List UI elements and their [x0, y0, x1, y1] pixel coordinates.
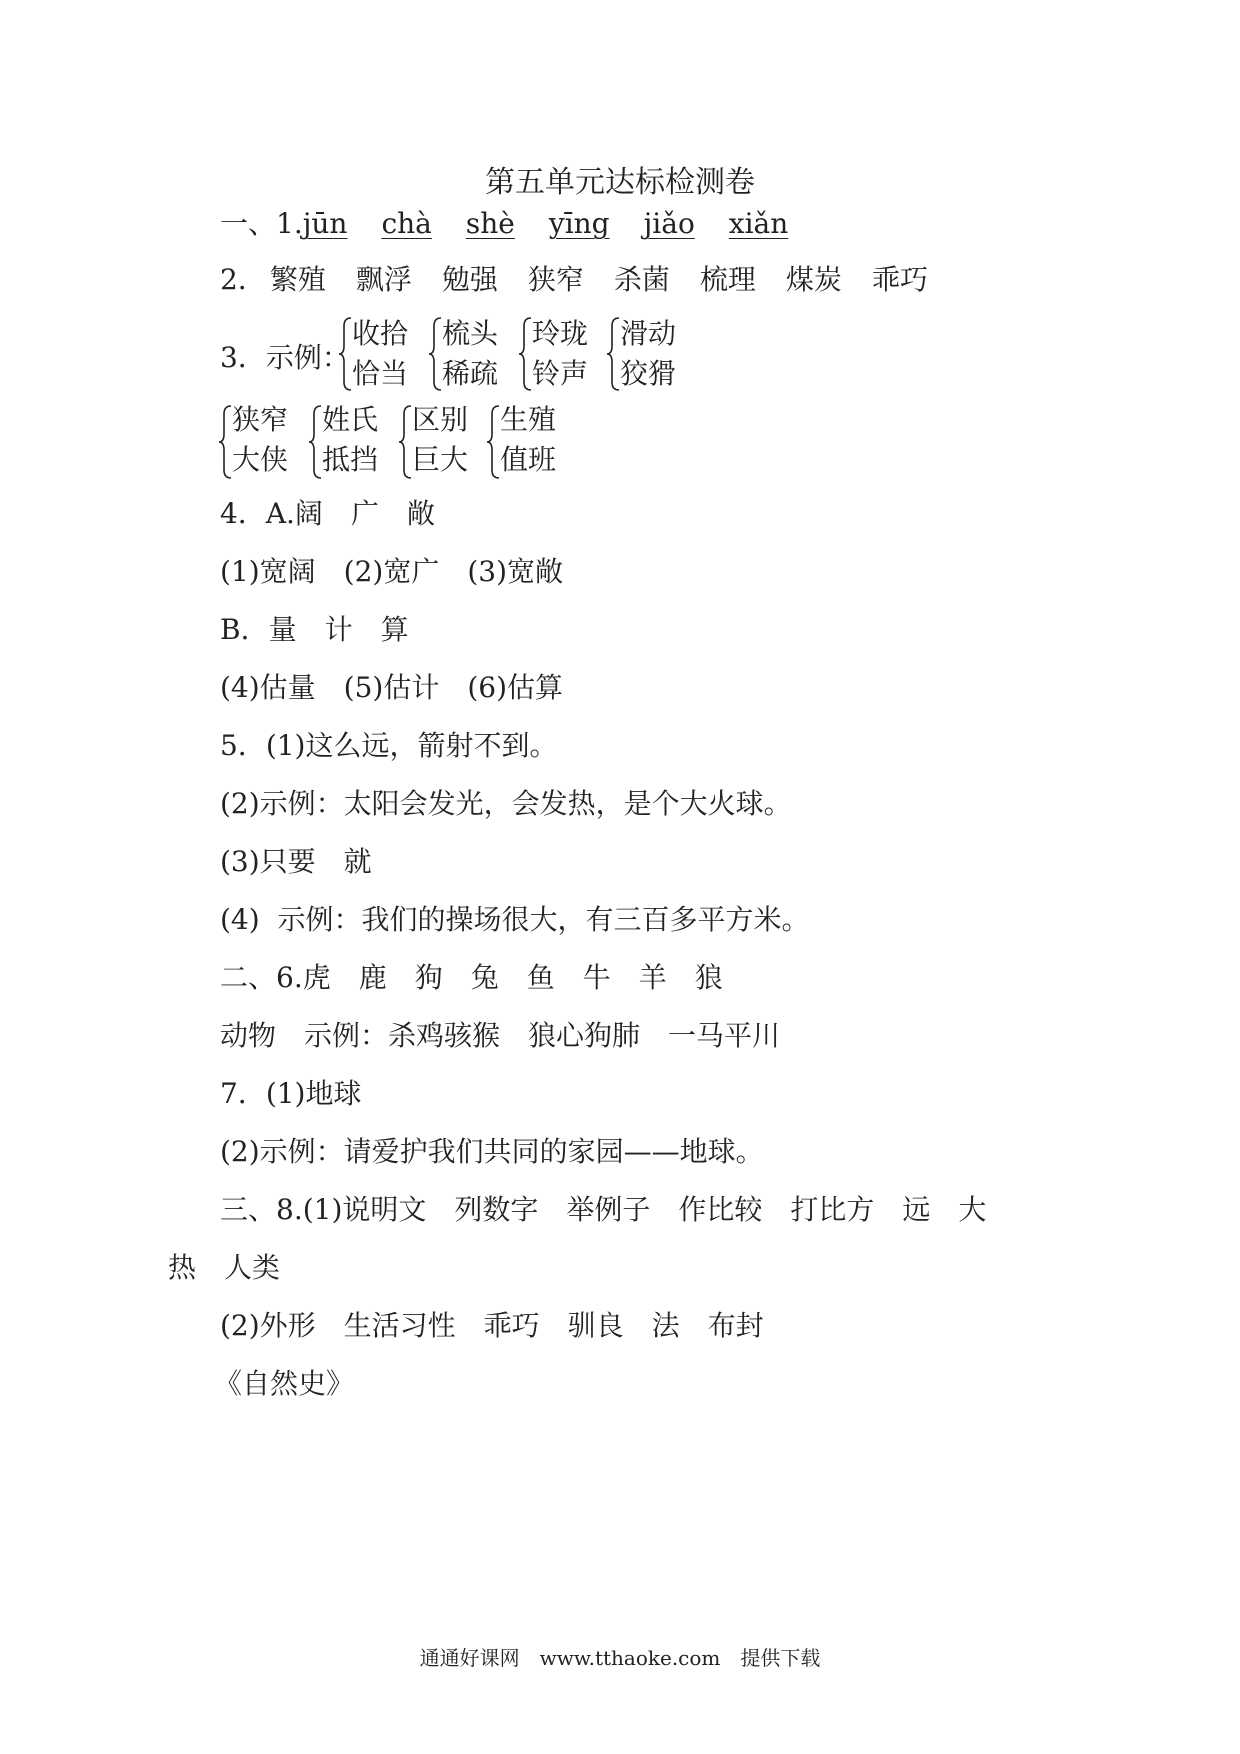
q8-line-2: 热 人类 — [168, 1251, 281, 1284]
q8-line-3: (2)外形 生活习性 乖巧 驯良 法 布封 — [220, 1309, 764, 1342]
q5-line-2: (2)示例：太阳会发光，会发热，是个大火球。 — [220, 787, 792, 820]
footer-credit: 通通好课网 www.tthaoke.com 提供下载 — [419, 1646, 821, 1670]
q2-word: 勉强 — [441, 263, 498, 296]
brace-icon — [486, 404, 500, 480]
pinyin-answer: jūn — [302, 207, 348, 240]
brace-word-bottom: 抵挡 — [322, 443, 379, 476]
brace-icon — [218, 404, 232, 480]
brace-word-bottom: 稀疏 — [442, 357, 499, 390]
brace-word-top: 区别 — [412, 403, 469, 436]
brace-icon — [308, 404, 322, 480]
q2-prefix: 2． — [220, 263, 266, 296]
brace-word-top: 滑动 — [620, 317, 677, 350]
brace-word-bottom: 巨大 — [412, 443, 469, 476]
brace-word-bottom: 大侠 — [232, 443, 289, 476]
q6-line-2: 动物 示例：杀鸡骇猴 狼心狗肺 一马平川 — [220, 1019, 781, 1052]
q4-part-b-answers: (4)估量 (5)估计 (6)估算 — [220, 671, 563, 704]
brace-word-bottom: 恰当 — [352, 357, 409, 390]
q1-prefix: 一、1. — [220, 207, 303, 240]
q4-part-a-answers: (1)宽阔 (2)宽广 (3)宽敞 — [220, 555, 563, 588]
brace-word-top: 姓氏 — [322, 403, 379, 436]
q4-part-a: 4．A.阔 广 敞 — [220, 497, 435, 530]
q2-word: 乖巧 — [871, 263, 928, 296]
q8-line-1: 三、8.(1)说明文 列数字 举例子 作比较 打比方 远 大 — [220, 1193, 987, 1226]
brace-word-top: 狭窄 — [232, 403, 289, 436]
q6-line-1: 二、6.虎 鹿 狗 兔 鱼 牛 羊 狼 — [220, 961, 723, 994]
pinyin-answer: jiǎo — [643, 207, 695, 240]
q2-word: 繁殖 — [269, 263, 326, 296]
q2-word: 飘浮 — [355, 263, 412, 296]
pinyin-answer: xiǎn — [728, 207, 789, 240]
brace-word-top: 玲珑 — [532, 317, 589, 350]
brace-icon — [398, 404, 412, 480]
brace-icon — [606, 316, 620, 392]
q4-part-b: B．量 计 算 — [220, 613, 409, 646]
q7-line-1: 7．(1)地球 — [220, 1077, 362, 1110]
q2-word: 煤炭 — [785, 263, 842, 296]
q5-line-1: 5．(1)这么远，箭射不到。 — [220, 729, 558, 762]
q5-line-4: (4) 示例：我们的操场很大，有三百多平方米。 — [220, 903, 810, 936]
q2-word: 杀菌 — [613, 263, 670, 296]
q8-line-4: 《自然史》 — [214, 1367, 355, 1400]
brace-word-top: 生殖 — [500, 403, 557, 436]
brace-icon — [518, 316, 532, 392]
brace-word-bottom: 值班 — [500, 443, 557, 476]
brace-icon — [338, 316, 352, 392]
q7-line-2: (2)示例：请爱护我们共同的家园——地球。 — [220, 1135, 764, 1168]
q2-line — [220, 262, 928, 298]
q5-line-3: (3)只要 就 — [220, 845, 372, 878]
page-title: 第五单元达标检测卷 — [485, 165, 755, 200]
brace-icon — [428, 316, 442, 392]
brace-word-bottom: 狡猾 — [620, 357, 677, 390]
q1-line — [220, 206, 788, 242]
q2-word: 梳理 — [699, 263, 756, 296]
q3-prefix: 3．示例： — [220, 341, 350, 374]
brace-word-top: 收拾 — [352, 317, 409, 350]
q2-word: 狭窄 — [527, 263, 584, 296]
brace-word-top: 梳头 — [442, 317, 499, 350]
pinyin-answer: chà — [381, 207, 432, 240]
pinyin-answer: shè — [465, 207, 515, 240]
pinyin-answer: yīng — [548, 207, 610, 240]
brace-word-bottom: 铃声 — [532, 357, 589, 390]
